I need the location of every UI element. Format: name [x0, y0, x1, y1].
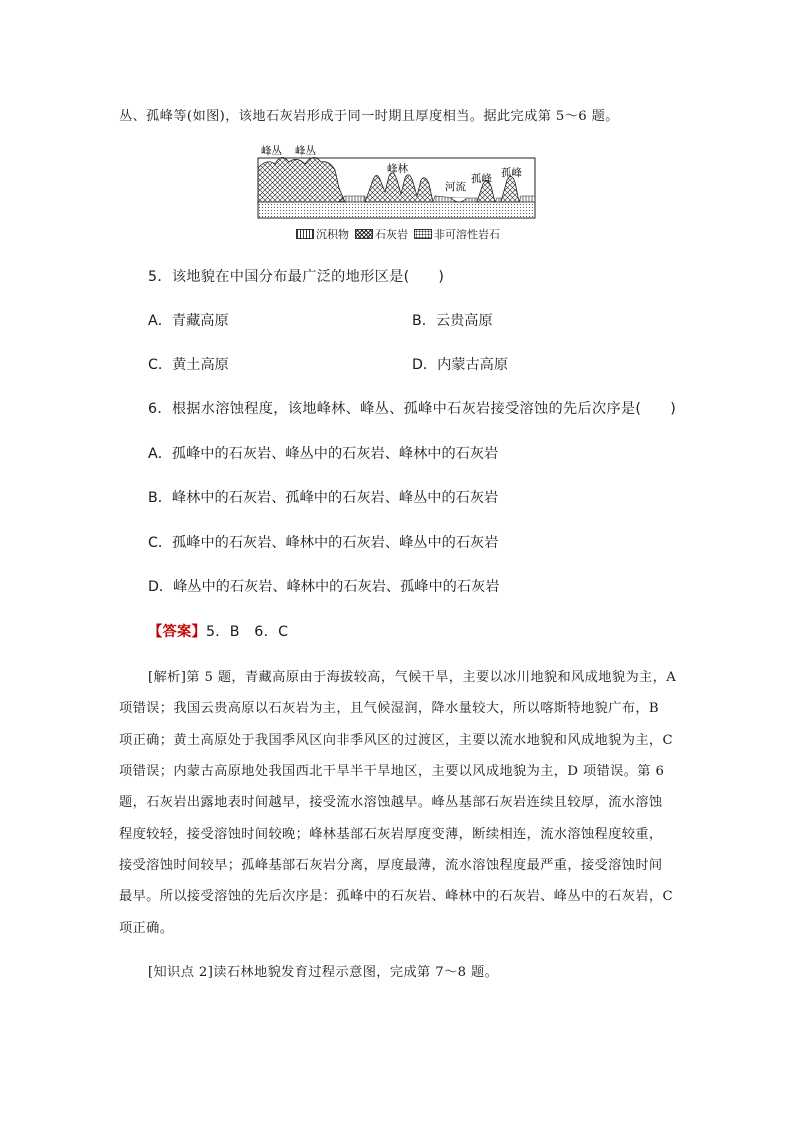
sediment-swatch [296, 229, 314, 239]
analysis-line-2: 项错误；我国云贵高原以石灰岩为主，且气候湿润，降水量较大，所以喀斯特地貌广布，B [119, 701, 659, 716]
q5-option-a: A．青藏高原 [148, 313, 229, 329]
label-gufeng-1: 孤峰 [471, 173, 492, 185]
nonsoluble-swatch [414, 229, 432, 239]
answer-line [148, 621, 288, 641]
q6-option-b: B．峰林中的石灰岩、孤峰中的石灰岩、峰丛中的石灰岩 [148, 490, 499, 506]
analysis-line-3: 项正确；黄土高原处于我国季风区向非季风区的过渡区，主要以流水地貌和风成地貌为主，C [119, 733, 673, 748]
figure-legend [296, 226, 500, 242]
answer-text: 5．B 6．C [205, 624, 289, 640]
analysis-line-5: 题，石灰岩出露地表时间越早，接受流水溶蚀越早。峰丛基部石灰岩连续且较厚，流水溶蚀 [119, 795, 663, 810]
q5-option-d: D．内蒙古高原 [412, 357, 509, 373]
label-fengcong-1: 峰丛 [261, 145, 282, 157]
question-5-stem: 5．该地貌在中国分布最广泛的地形区是( ) [148, 269, 445, 285]
analysis-line-7: 接受溶蚀时间较早；孤峰基部石灰岩分离，厚度最薄，流水溶蚀程度最严重，接受溶蚀时间 [119, 858, 663, 873]
legend-limestone [355, 226, 408, 242]
analysis-line-6: 程度较轻，接受溶蚀时间较晚；峰林基部石灰岩厚度变薄，断续相连，流水溶蚀程度较重， [119, 827, 663, 842]
karst-cross-section-svg [255, 140, 540, 225]
q6-option-a: A．孤峰中的石灰岩、峰丛中的石灰岩、峰林中的石灰岩 [148, 446, 499, 462]
analysis-line-1: [解析]第 5 题，青藏高原由于海拔较高，气候干旱，主要以冰川地貌和风成地貌为主，A [148, 670, 677, 685]
label-gufeng-2: 孤峰 [501, 167, 522, 179]
label-fenglin: 峰林 [387, 163, 408, 175]
analysis-line-8: 最早。所以接受溶蚀的先后次序是：孤峰中的石灰岩、峰林中的石灰岩、峰丛中的石灰岩，C [119, 889, 673, 904]
question-6-stem: 6．根据水溶蚀程度，该地峰林、峰丛、孤峰中石灰岩接受溶蚀的先后次序是( ) [148, 401, 677, 417]
label-river: 河流 [445, 181, 466, 193]
label-fengcong-2: 峰丛 [295, 145, 316, 157]
knowledge-point-line: [知识点 2]读石林地貌发育过程示意图，完成第 7～8 题。 [148, 965, 499, 980]
q5-option-b: B．云贵高原 [412, 313, 493, 329]
analysis-line-4: 项错误；内蒙古高原地处我国西北干旱半干旱地区，主要以风成地貌为主，D 项错误。第 6 [119, 764, 665, 779]
limestone-swatch [355, 229, 373, 239]
answer-tag: 【答案】 [148, 624, 206, 640]
legend-nonsoluble [414, 226, 500, 242]
q5-option-c: C．黄土高原 [148, 357, 229, 373]
legend-nonsoluble-label: 非可溶性岩石 [434, 228, 500, 241]
analysis-line-9: 项正确。 [119, 921, 174, 936]
legend-sediment-label: 沉积物 [316, 228, 349, 241]
legend-sediment [296, 226, 349, 242]
legend-limestone-label: 石灰岩 [375, 228, 408, 241]
intro-line: 丛、孤峰等(如图)，该地石灰岩形成于同一时期且厚度相当。据此完成第 5～6 题。 [119, 109, 619, 124]
q6-option-c: C．孤峰中的石灰岩、峰林中的石灰岩、峰丛中的石灰岩 [148, 535, 499, 551]
q6-option-d: D．峰丛中的石灰岩、峰林中的石灰岩、孤峰中的石灰岩 [148, 579, 500, 595]
